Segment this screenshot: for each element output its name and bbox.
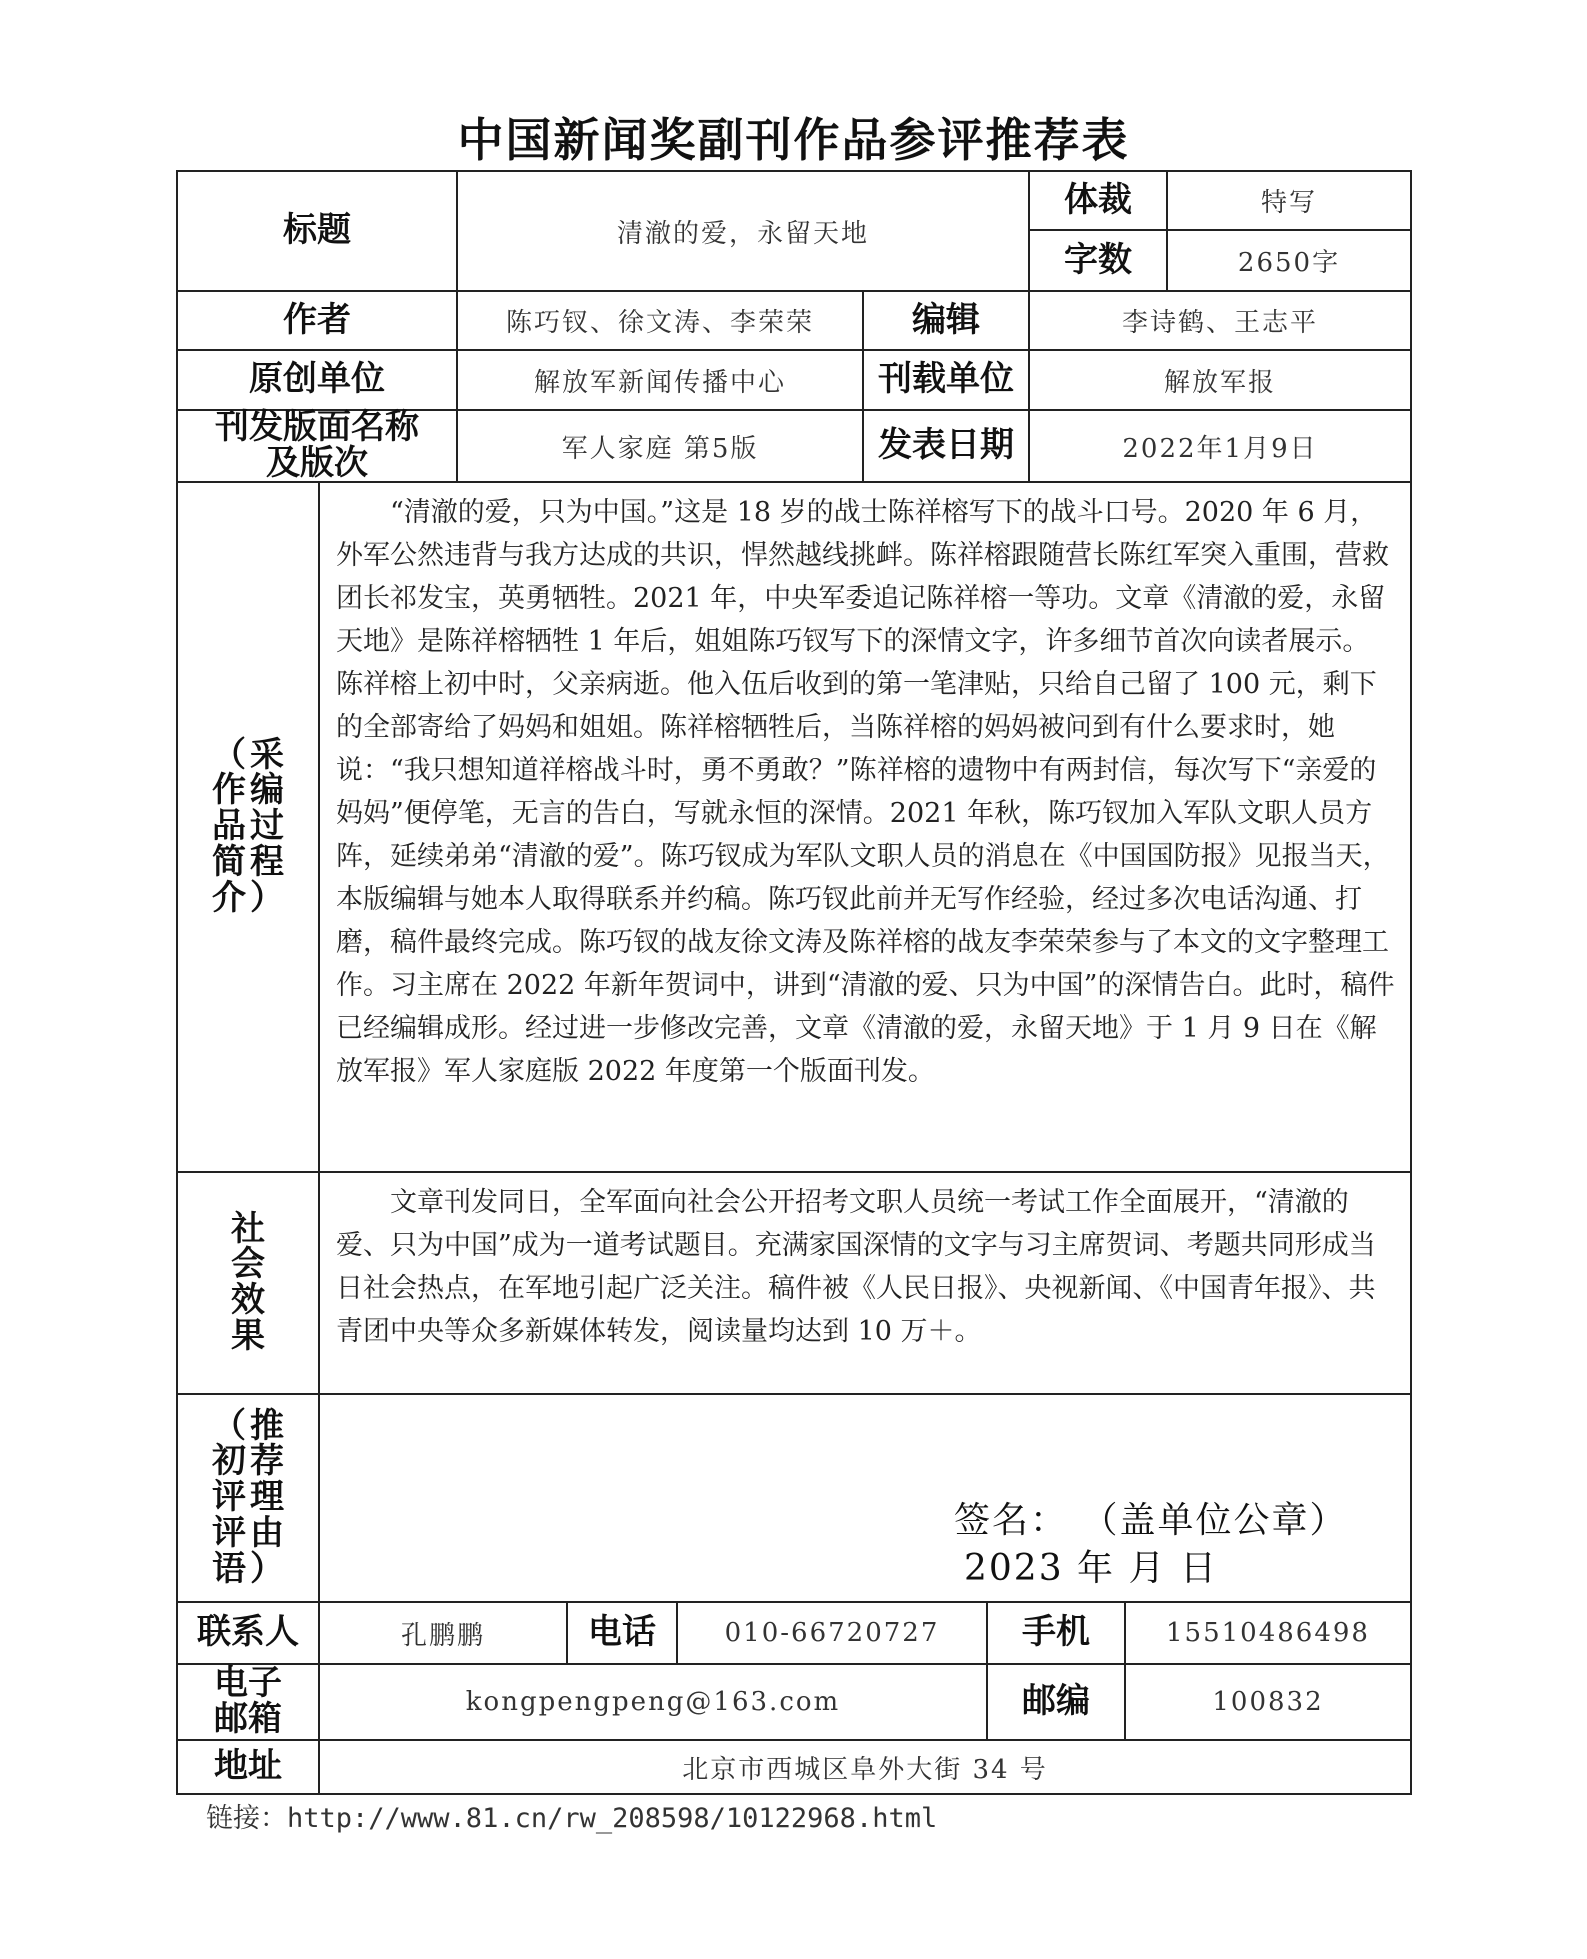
form-title: 中国新闻奖副刊作品参评推荐表: [457, 113, 1130, 167]
value-publish-date: 2022年1月9日: [1028, 409, 1412, 483]
value-phone: 010-66720727: [676, 1601, 988, 1665]
label-review-col2: 推 荐 理 由 ）: [250, 1405, 284, 1589]
value-word-count: 2650字: [1166, 229, 1412, 292]
value-email: kongpengpeng@163.com: [318, 1663, 988, 1741]
signature-line: 签名： （盖单位公章）: [954, 1500, 1348, 1541]
intro-paragraph: “清澈的爱，只为中国。”这是 18 岁的战士陈祥榕写下的战斗口号。2020 年 6 月，外军公然违背与我方达成的共识，悍然越线挑衅。陈祥榕跟随营长陈红军突入重围，营救团长祁发宝，英勇牺牲。2021 年，中央军委追记陈祥榕一等功。文章《清澈的爱，永留天地》是陈祥榕牺牲 1 年后，姐姐陈巧钗写下的深情文字，许多细节首次向读者展示。陈祥榕上初中时，父亲病逝。他入伍后收到的第一笔津贴，只给自己留了 100 元，剩下的全部寄给了妈妈和姐姐。陈祥榕牺牲后，当陈祥榕的妈妈被问到有什么要求时，她说：“我只想知道祥榕战斗时，勇不勇敢？”陈祥榕的遗物中有两封信，每次写下“亲爱的妈妈”便停笔，无言的告白，写就永恒的深情。2021 年秋，陈巧钗加入军队文职人员方阵，延续弟弟“清澈的爱”。陈巧钗成为军队文职人员的消息在《中国国防报》见报当天，本版编辑与她本人取得联系并约稿。陈巧钗此前并无写作经验，经过多次电话沟通、打磨，稿件最终完成。陈巧钗的战友徐文涛及陈祥榕的战友李荣荣参与了本文的文字整理工作。习主席在 2022 年新年贺词中，讲到“清澈的爱、只为中国”的深情告白。此时，稿件已经编辑成形。经过进一步修改完善，文章《清澈的爱，永留天地》于 1 月 9 日在《解放军报》军人家庭版 2022 年度第一个版面刊发。: [336, 497, 1395, 1087]
sign-date: 2023 年 月 日: [964, 1548, 1218, 1589]
value-editor: 李诗鹤、王志平: [1028, 290, 1412, 351]
label-social-effect-text: 社 会 效 果: [231, 1208, 265, 1356]
value-mobile: 15510486498: [1124, 1601, 1412, 1665]
social-effect-paragraph: 文章刊发同日，全军面向社会公开招考文职人员统一考试工作全面展开，“清澈的爱、只为中国”成为一道考试题目。充满家国深情的文字与习主席贺词、考题共同形成当日社会热点，在军地引起广泛关注。稿件被《人民日报》、央视新闻、《中国青年报》、共青团中央等众多新媒体转发，阅读量均达到 10 万＋。: [336, 1187, 1376, 1347]
label-editor: 编辑: [862, 290, 1030, 351]
value-address: 北京市西城区阜外大街 34 号: [318, 1739, 1412, 1795]
label-word-count: 字数: [1028, 229, 1168, 292]
label-intro: [176, 481, 320, 1173]
label-author: 作者: [176, 290, 458, 351]
label-intro-col2: 采 编 过 程 ）: [250, 734, 284, 918]
label-postcode: 邮编: [986, 1663, 1126, 1741]
label-social-effect: [176, 1171, 320, 1395]
label-contact: 联系人: [176, 1601, 320, 1665]
label-email: 电子 邮箱: [176, 1663, 320, 1741]
label-genre: 体裁: [1028, 170, 1168, 231]
label-review: [176, 1393, 320, 1603]
value-author: 陈巧钗、徐文涛、李荣荣: [456, 290, 864, 351]
value-title: 清澈的爱，永留天地: [456, 170, 1030, 292]
label-intro-col1: （ 作 品 简 介: [212, 734, 246, 918]
value-contact: 孔鹏鹏: [318, 1601, 568, 1665]
label-publish-unit: 刊载单位: [862, 349, 1030, 411]
value-page-name: 军人家庭 第5版: [456, 409, 864, 483]
label-address: 地址: [176, 1739, 320, 1795]
value-original-unit: 解放军新闻传播中心: [456, 349, 864, 411]
intro-text: [318, 481, 1412, 1173]
label-phone: 电话: [566, 1601, 678, 1665]
footer-link: 链接：http://www.81.cn/rw_208598/10122968.html: [206, 1803, 938, 1834]
value-postcode: 100832: [1124, 1663, 1412, 1741]
value-publish-unit: 解放军报: [1028, 349, 1412, 411]
label-publish-date: 发表日期: [862, 409, 1030, 483]
label-original-unit: 原创单位: [176, 349, 458, 411]
label-mobile: 手机: [986, 1601, 1126, 1665]
social-effect-text: [318, 1171, 1412, 1395]
label-page-name: 刊发版面名称 及版次: [176, 409, 458, 483]
label-review-col1: （ 初 评 评 语: [212, 1405, 246, 1589]
label-title: 标题: [176, 170, 458, 292]
value-genre: 特写: [1166, 170, 1412, 231]
